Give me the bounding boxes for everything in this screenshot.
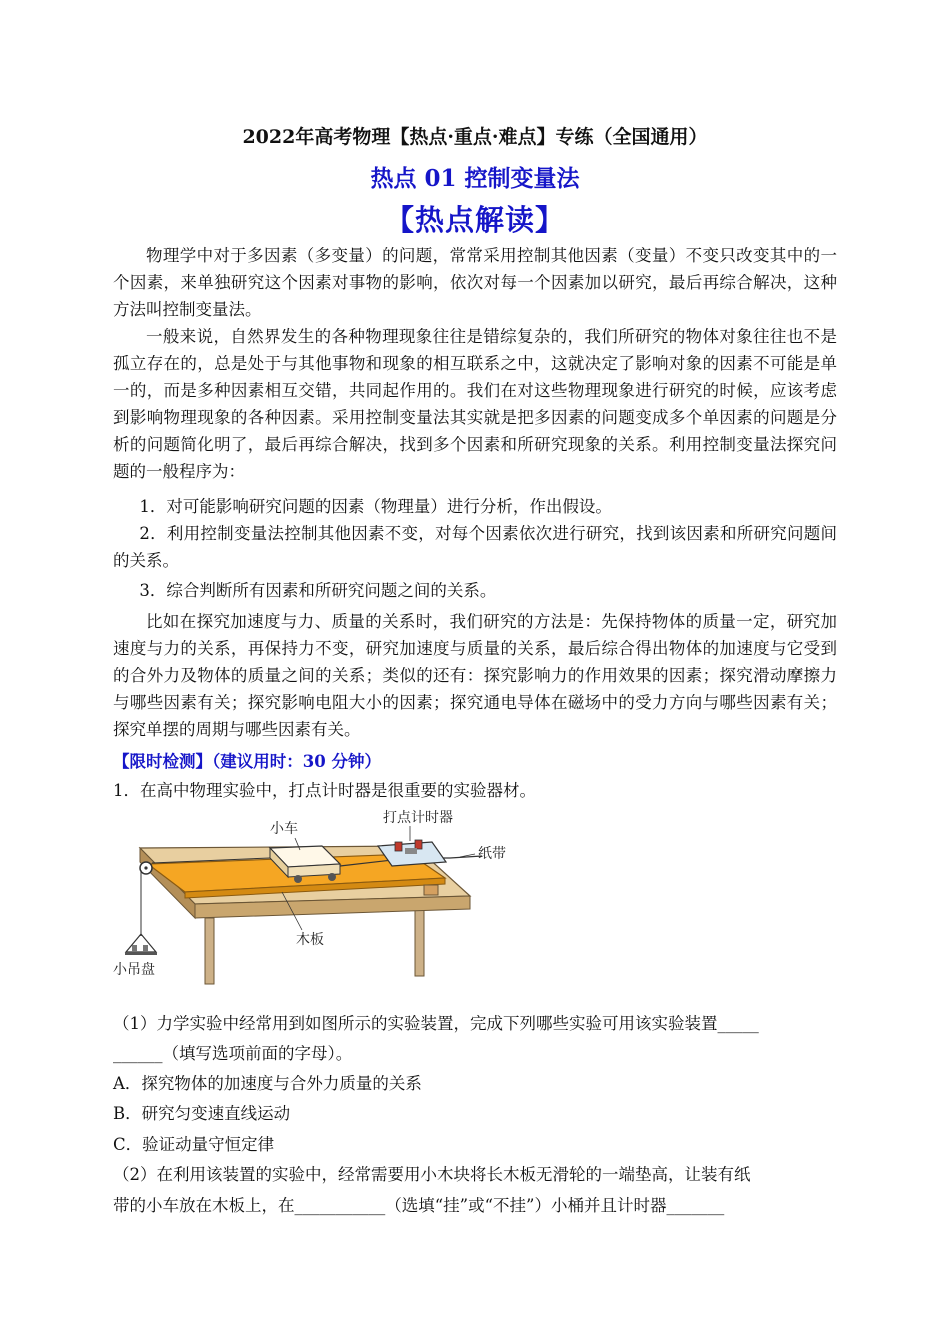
support-block — [424, 885, 438, 895]
apparatus-figure — [110, 806, 530, 996]
topic-title: 热点 01 控制变量法 — [370, 165, 580, 192]
option-c: C．验证动量守恒定律 — [113, 1135, 275, 1154]
label-pan: 小吊盘 — [113, 962, 155, 978]
section-title: 【热点解读】 — [384, 203, 565, 237]
label-board: 木板 — [296, 932, 324, 948]
sub-question-2-line-1: （2）在利用该装置的实验中，经常需要用小木块将长木板无滑轮的一端垫高，让装有纸 — [113, 1165, 751, 1184]
sub-question-1-line-2: ______（填写选项前面的字母）。 — [113, 1044, 353, 1063]
intro-paragraph-1: 物理学中对于多因素（多变量）的问题，常常采用控制其他因素（变量）不变只改变其中的一个因素，来单独研究这个因素对事物的影响，依次对每一个因素加以研究，最后再综合解决，这种方法叫控制变量法。 — [113, 246, 837, 319]
table-leg-left — [205, 918, 214, 984]
option-b: B．研究匀变速直线运动 — [113, 1104, 291, 1123]
intro-paragraph-2: 一般来说，自然界发生的各种物理现象往往是错综复杂的，我们所研究的物体对象往往也不是孤立存在的，总是处于与其他事物和现象的相互联系之中，这就决定了影响对象的因素不可能是单一的，而是多种因素相互交错，共同起作用的。我们在对这些物理现象进行研究的时候，应该考虑到影响物理现象的各种因素。采用控制变量法其实就是把多因素的问题变成多个单因素的问题是分析的问题简化明了，最后再综合解决，找到多个因素和所研究现象的关系。利用控制变量法探究问题的一般程序为： — [113, 327, 837, 481]
step-3: 3．综合判断所有因素和所研究问题之间的关系。 — [139, 581, 497, 600]
label-cart: 小车 — [270, 821, 298, 837]
document-title: 2022年高考物理【热点·重点·难点】专练（全国通用） — [242, 126, 708, 148]
step-1: 1．对可能影响研究问题的因素（物理量）进行分析，作出假设。 — [139, 497, 612, 516]
step-2: 2．利用控制变量法控制其他因素不变，对每个因素依次进行研究，找到该因素和所研究问题间的关系。 — [113, 524, 837, 570]
test-heading: 【限时检测】（建议用时：30 分钟） — [113, 752, 381, 771]
question-1-stem: 1．在高中物理实验中，打点计时器是很重要的实验器材。 — [113, 781, 536, 800]
sub-question-1-line-1: （1）力学实验中经常用到如图所示的实验装置，完成下列哪些实验可用该实验装置_____ — [113, 1014, 759, 1033]
sub-question-2-line-2: 带的小车放在木板上，在___________（选填“挂”或“不挂”）小桶并且计时器_______ — [113, 1196, 725, 1215]
option-a: A．探究物体的加速度与合外力质量的关系 — [113, 1074, 422, 1093]
label-tape: 纸带 — [478, 846, 506, 862]
hanging-pan-icon — [126, 934, 156, 952]
table-leg-right — [415, 906, 424, 976]
label-timer: 打点计时器 — [383, 810, 453, 826]
intro-paragraph-3: 比如在探究加速度与力、质量的关系时，我们研究的方法是：先保持物体的质量一定，研究加速度与力的关系，再保持力不变，研究加速度与质量的关系，最后综合得出物体的加速度与它受到的合外力及物体的质量之间的关系；类似的还有：探究影响力的作用效果的因素；探究滑动摩擦力与哪些因素有关；探究影响电阻大小的因素；探究通电导体在磁场中的受力方向与哪些因素有关；探究单摆的周期与哪些因素有关。 — [113, 612, 837, 739]
